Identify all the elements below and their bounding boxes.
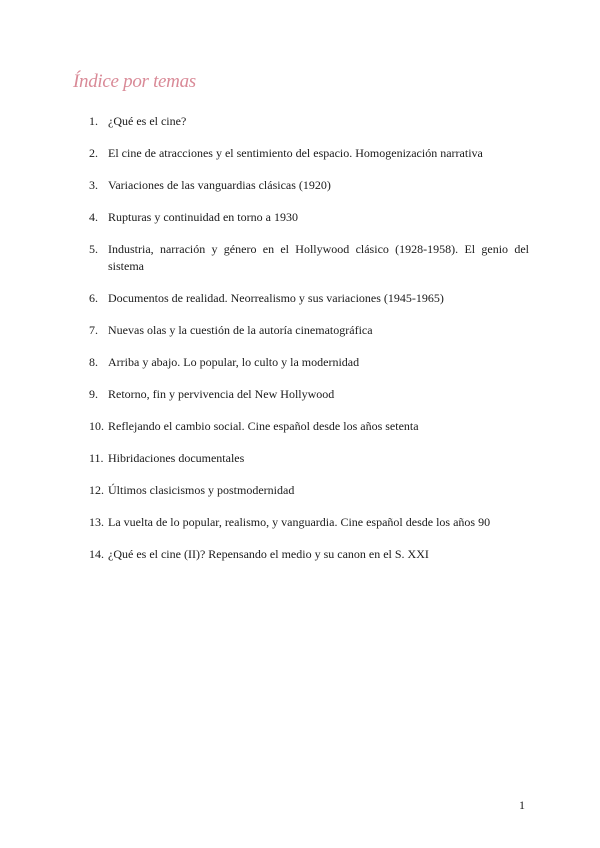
toc-item-7	[89, 322, 529, 339]
toc-item-text: Hibridaciones documentales	[108, 451, 245, 465]
toc-item-6	[89, 290, 529, 307]
toc-item-8	[89, 354, 529, 371]
toc-item-14	[89, 546, 529, 563]
toc-item-number: 10.	[89, 419, 104, 433]
toc-item-number: 9.	[89, 387, 98, 401]
toc-item-text: Documentos de realidad. Neorrealismo y sus variaciones (1945-1965)	[108, 291, 444, 305]
toc-item-10	[89, 418, 529, 435]
toc-item-11	[89, 450, 529, 467]
toc-item-text: ¿Qué es el cine?	[108, 114, 187, 128]
toc-item-2	[89, 145, 529, 162]
toc-item-text: La vuelta de lo popular, realismo, y vanguardia. Cine español desde los años 90	[108, 515, 491, 529]
toc-item-9	[89, 386, 529, 403]
toc-item-text: Arriba y abajo. Lo popular, lo culto y la modernidad	[108, 355, 360, 369]
toc-item-number: 12.	[89, 483, 104, 497]
toc-item-text: El cine de atracciones y el sentimiento del espacio. Homogenización narrativa	[108, 146, 483, 160]
toc-item-number: 1.	[89, 114, 98, 128]
toc-item-text: Retorno, fin y pervivencia del New Hollywood	[108, 387, 335, 401]
toc-item-text: ¿Qué es el cine (II)? Repensando el medio y su canon en el S. XXI	[108, 547, 429, 561]
toc-item-text: Últimos clasicismos y postmodernidad	[108, 483, 295, 497]
toc-item-text: Reflejando el cambio social. Cine español desde los años setenta	[108, 419, 419, 433]
toc-item-5	[89, 241, 529, 275]
toc-item-number: 13.	[89, 515, 104, 529]
toc-item-number: 5.	[89, 242, 98, 256]
toc-item-4	[89, 209, 529, 226]
toc-item-13	[89, 514, 529, 531]
toc-item-number: 4.	[89, 210, 98, 224]
toc-item-text: Variaciones de las vanguardias clásicas (1920)	[108, 178, 331, 192]
toc-item-text: Nuevas olas y la cuestión de la autoría cinematográfica	[108, 323, 373, 337]
toc-item-number: 7.	[89, 323, 98, 337]
toc-item-text: Industria, narración y género en el Hollywood clásico (1928-1958). El genio del sistema	[108, 242, 529, 273]
toc-item-12	[89, 482, 529, 499]
table-of-contents	[89, 113, 529, 578]
toc-item-number: 8.	[89, 355, 98, 369]
toc-item-3	[89, 177, 529, 194]
toc-item-1	[89, 113, 529, 130]
toc-item-text: Rupturas y continuidad en torno a 1930	[108, 210, 298, 224]
page-title: Índice por temas	[73, 71, 196, 92]
toc-item-number: 6.	[89, 291, 98, 305]
toc-item-number: 3.	[89, 178, 98, 192]
toc-item-number: 2.	[89, 146, 98, 160]
page-number: 1	[519, 798, 525, 812]
toc-item-number: 11.	[89, 451, 104, 465]
toc-item-number: 14.	[89, 547, 104, 561]
